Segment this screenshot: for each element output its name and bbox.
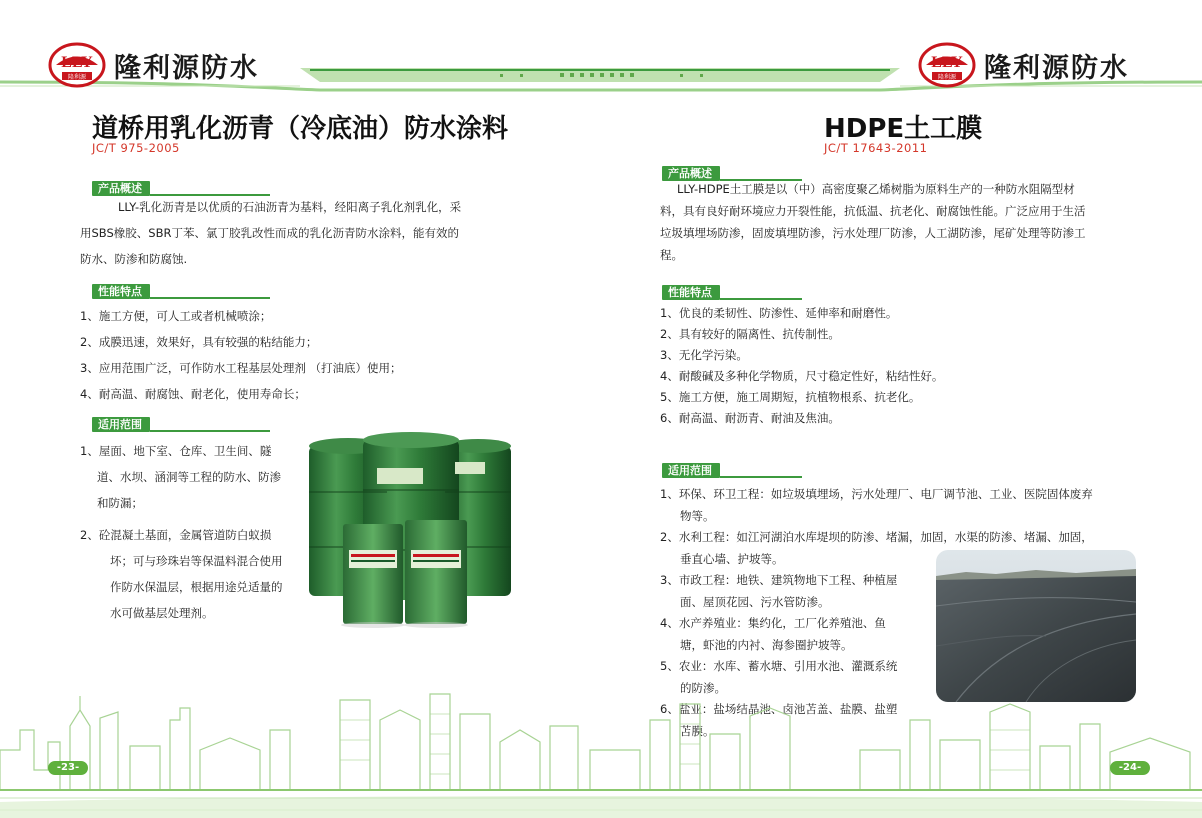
left-overview-text [80,194,530,272]
overview-line: 垃圾填埋场防渗，固废填埋防渗，污水处理厂防渗，人工湖防渗，尾矿处理等防渗工 [660,226,1086,240]
scope-line: 作防水保温层，根据用途兑适量的 [110,580,283,594]
left-page-title: 道桥用乳化沥青（冷底油）防水涂料 [92,114,509,144]
scope-line: 1、屋面、地下室、仓库、卫生间、隧 [80,444,272,458]
section-rule [720,476,802,478]
brand-left [48,42,259,88]
scope-line: 2、水利工程：如江河湖泊水库堤坝的防渗、堵漏，加固，水渠的防渗、堵漏、加固， [660,530,1093,544]
feature-item: 5、施工方便，施工周期短，抗植物根系、抗老化。 [660,390,921,404]
feature-item: 1、优良的柔韧性、防渗性、延伸率和耐磨性。 [660,306,898,320]
scope-line: 水可做基层处理剂。 [110,606,214,620]
overview-line: 程。 [660,248,683,262]
scope-line: 物等。 [680,508,715,523]
section-tag: 性能特点 [662,285,720,300]
scope-line: 6、盐业：盐场结晶池、卤池苫盖、盐膜、盐塑 [660,702,898,716]
footer-city-skyline [0,690,1202,818]
product-drums-image [305,432,517,628]
scope-line: 的防渗。 [680,680,726,695]
overview-line: 用SBS橡胶、SBR丁苯、氯丁胶乳改性而成的乳化沥青防水涂料，能有效的 [80,226,459,240]
feature-item: 4、耐高温、耐腐蚀、耐老化，使用寿命长； [80,387,306,401]
scope-line: 垂直心墙、护坡等。 [680,551,784,566]
left-standard-code: JC/T 975-2005 [92,141,180,155]
overview-line: 料，具有良好耐环境应力开裂性能，抗低温、抗老化、耐腐蚀性能。广泛应用于生活 [660,204,1086,218]
logo-subtext: 隆利源 [937,74,957,81]
section-tag: 适用范围 [92,417,150,432]
section-tag: 适用范围 [662,463,720,478]
brand-name: 隆利源防水 [114,52,259,84]
logo-text: LLY [931,54,963,71]
right-scope-heading [662,462,802,478]
feature-item: 1、施工方便，可人工或者机械喷涂； [80,309,272,323]
logo-text: LLY [61,54,93,71]
logo-icon [918,42,976,88]
feature-item: 6、耐高温、耐沥青、耐油及焦油。 [660,411,840,425]
brand-right [918,42,1129,88]
left-features-list [80,303,540,407]
right-page-title: HDPE土工膜 [824,114,983,144]
section-rule [150,297,270,299]
overview-line: LLY-乳化沥青是以优质的石油沥青为基料，经阳离子乳化剂乳化，采 [118,200,462,214]
scope-line: 塘，虾池的内衬、海参圈护坡等。 [680,637,853,652]
section-rule [150,430,270,432]
scope-line: 4、水产养殖业：集约化，工厂化养殖池、鱼 [660,616,886,630]
right-standard-code: JC/T 17643-2011 [824,141,928,155]
page-number-right: -24- [1110,761,1150,775]
scope-line: 2、砼混凝土基面，金属管道防白蚁损 [80,528,272,542]
logo-icon [48,42,106,88]
section-tag: 产品概述 [662,166,720,181]
feature-item: 2、成膜迅速，效果好，具有较强的粘结能力； [80,335,318,349]
brand-name: 隆利源防水 [984,52,1129,84]
hdpe-membrane-photo [936,550,1136,702]
right-overview-text [660,178,1160,266]
scope-line: 坏；可与珍珠岩等保温料混合使用 [110,554,283,568]
scope-line: 面、屋顶花园、污水管防渗。 [680,594,830,609]
left-features-heading [92,283,270,299]
scope-line: 3、市政工程：地铁、建筑物地下工程、种植屋 [660,573,898,587]
page-number-left: -23- [48,761,88,775]
feature-item: 4、耐酸碱及多种化学物质，尺寸稳定性好，粘结性好。 [660,369,944,383]
scope-line: 1、环保、环卫工程：如垃圾填埋场，污水处理厂、电厂调节池、工业、医院固体废弃 [660,487,1093,501]
left-scope-list [80,438,320,626]
scope-line: 道、水坝、涵洞等工程的防水、防渗 [97,470,281,484]
section-tag: 产品概述 [92,181,150,196]
scope-line: 苫膜。 [680,723,715,738]
logo-subtext: 隆利源 [67,74,87,81]
right-features-list [660,303,1160,429]
right-features-heading [662,284,802,300]
feature-item: 3、应用范围广泛，可作防水工程基层处理剂 （打油底）使用； [80,361,402,375]
overview-line: LLY-HDPE土工膜是以（中）高密度聚乙烯树脂为原料生产的一种防水阻隔型材 [677,182,1075,196]
feature-item: 3、无化学污染。 [660,348,748,362]
scope-line: 5、农业：水库、蓄水塘、引用水池、灌溉系统 [660,659,898,673]
overview-line: 防水、防渗和防腐蚀. [80,252,188,266]
section-rule [720,298,802,300]
left-scope-heading [92,416,270,432]
section-tag: 性能特点 [92,284,150,299]
scope-line: 和防漏； [97,496,143,510]
feature-item: 2、具有较好的隔离性、抗传制性。 [660,327,840,341]
